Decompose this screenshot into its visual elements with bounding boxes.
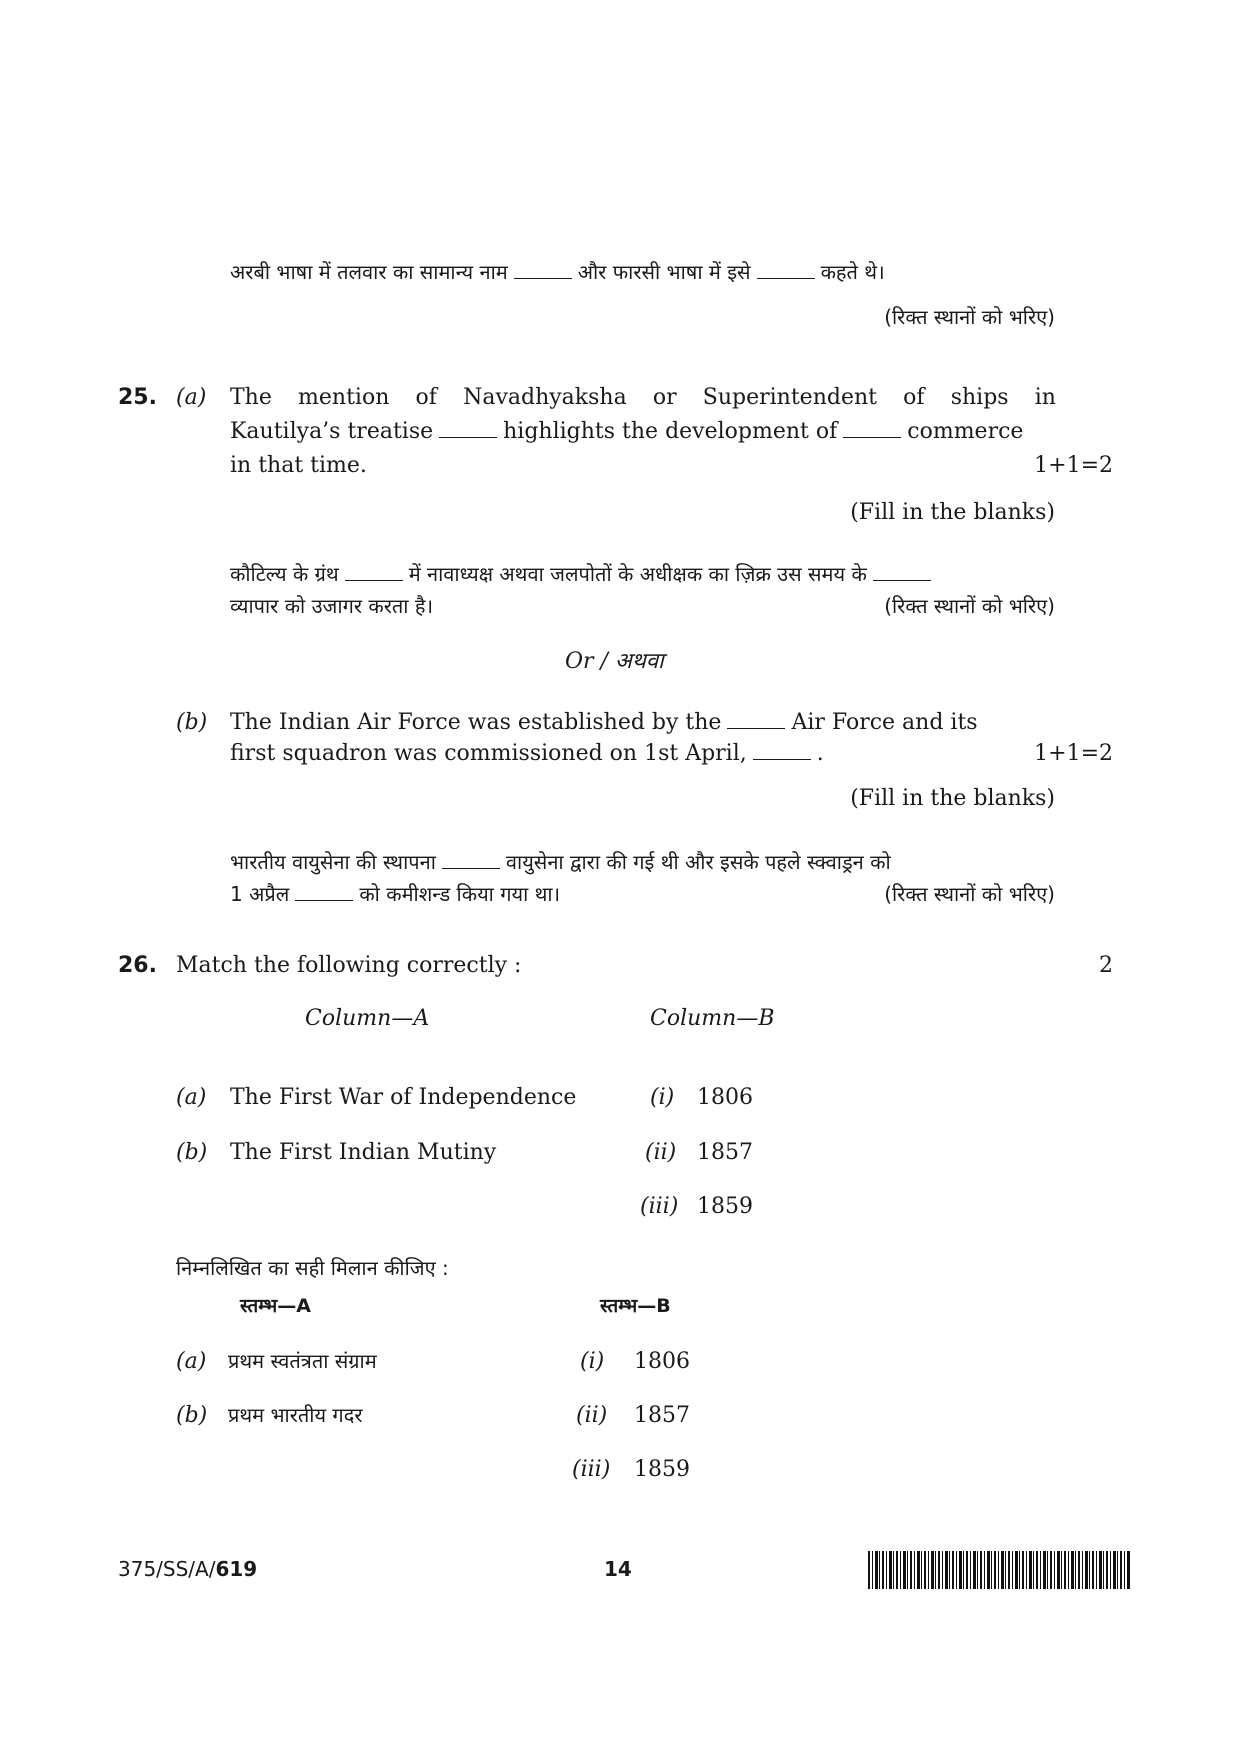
match-label: (iii) xyxy=(640,1194,679,1219)
word: Navadhyaksha xyxy=(463,385,627,410)
column-a-heading: Column—A xyxy=(305,1006,430,1031)
question-number: 26. xyxy=(118,953,157,978)
marks: 2 xyxy=(1099,953,1113,978)
q24-hindi-text-a: अरबी भाषा में तलवार का सामान्य नाम xyxy=(230,260,508,284)
q24-hindi-instruction: (रिक्त स्थानों को भरिए) xyxy=(884,305,1055,329)
match-label: (b) xyxy=(176,1403,208,1428)
q25b-hindi-text: को कमीशन्ड किया गया था। xyxy=(359,882,561,906)
hindi-match-item-b: 1857 xyxy=(634,1403,690,1428)
word: mention xyxy=(298,385,390,410)
q25a-hindi-line2: व्यापार को उजागर करता है। xyxy=(230,594,434,618)
paper-code-prefix: 375/SS/A/ xyxy=(118,1557,216,1581)
word: ships xyxy=(950,385,1009,410)
page-number: 14 xyxy=(604,1557,632,1581)
q25b-line1 xyxy=(230,710,978,735)
blank xyxy=(295,882,353,901)
match-item-a: The First Indian Mutiny xyxy=(230,1140,497,1165)
match-label: (ii) xyxy=(576,1403,608,1428)
q24-hindi-text-c: कहते थे। xyxy=(820,260,885,284)
blank xyxy=(843,419,901,438)
blank xyxy=(873,562,931,581)
match-label: (b) xyxy=(176,1140,208,1165)
q25b-text: The Indian Air Force was established by the xyxy=(230,710,722,735)
match-item-a: The First War of Independence xyxy=(230,1085,577,1110)
barcode xyxy=(868,1551,1130,1589)
match-item-b: 1857 xyxy=(697,1140,753,1165)
q25b-text: . xyxy=(816,741,824,766)
hindi-match-item-b: 1806 xyxy=(634,1349,690,1374)
q24-hindi-line1 xyxy=(230,258,885,285)
match-label: (a) xyxy=(176,1349,207,1374)
q25a-text: Kautilya’s treatise xyxy=(230,419,434,444)
match-label: (iii) xyxy=(572,1457,611,1482)
q26-hindi-prompt: निम्नलिखित का सही मिलान कीजिए : xyxy=(176,1256,449,1280)
paper-code xyxy=(118,1557,257,1581)
q24-hindi-text-b: और फारसी भाषा में इसे xyxy=(577,260,751,284)
blank xyxy=(439,419,497,438)
q25a-text: commerce xyxy=(907,419,1024,444)
q25b-hindi-line2 xyxy=(230,880,560,907)
match-item-b: 1859 xyxy=(697,1194,753,1219)
q25b-text: Air Force and its xyxy=(791,710,978,735)
q25b-hindi-text: वायुसेना द्वारा की गई थी और इसके पहले स्क्वाड्रन को xyxy=(505,850,891,874)
hindi-column-a-heading: स्तम्भ—A xyxy=(240,1295,311,1317)
match-label: (i) xyxy=(650,1085,675,1110)
q25a-hindi-text: कौटिल्य के ग्रंथ xyxy=(230,562,339,586)
word: The xyxy=(230,385,272,410)
q25a-hindi-instruction: (रिक्त स्थानों को भरिए) xyxy=(884,594,1055,618)
q25a-line2 xyxy=(230,419,1023,444)
match-item-b: 1806 xyxy=(697,1085,753,1110)
hindi-match-item-a: प्रथम भारतीय गदर xyxy=(228,1403,363,1427)
q25a-line1 xyxy=(230,385,1056,410)
hindi-match-item-b: 1859 xyxy=(634,1457,690,1482)
q25a-hindi-line1 xyxy=(230,560,1056,587)
match-label: (ii) xyxy=(645,1140,677,1165)
word: of xyxy=(415,385,437,410)
hindi-match-item-a: प्रथम स्वतंत्रता संग्राम xyxy=(228,1349,377,1373)
blank xyxy=(753,741,811,760)
blank xyxy=(442,850,500,869)
word: in xyxy=(1034,385,1056,410)
fill-instruction: (Fill in the blanks) xyxy=(850,786,1055,811)
paper-code-number: 619 xyxy=(215,1557,258,1581)
match-label: (a) xyxy=(176,1085,207,1110)
word: or xyxy=(652,385,677,410)
word: Superintendent xyxy=(702,385,877,410)
q25b-hindi-instruction: (रिक्त स्थानों को भरिए) xyxy=(884,882,1055,906)
blank xyxy=(727,710,785,729)
q26-prompt: Match the following correctly : xyxy=(176,953,522,978)
q25b-line2 xyxy=(230,741,824,766)
part-label-b: (b) xyxy=(176,710,208,735)
column-b-heading: Column—B xyxy=(650,1006,775,1031)
q25b-text: first squadron was commissioned on 1st April, xyxy=(230,741,747,766)
or-separator: Or / अथवा xyxy=(565,649,664,674)
q25a-line3: in that time. xyxy=(230,453,367,478)
q25b-hindi-text: 1 अप्रैल xyxy=(230,882,290,906)
blank xyxy=(514,260,572,279)
blank xyxy=(757,260,815,279)
blank xyxy=(345,562,403,581)
part-label-a: (a) xyxy=(176,385,207,410)
match-label: (i) xyxy=(580,1349,605,1374)
q25b-hindi-line1 xyxy=(230,848,891,875)
q25b-hindi-text: भारतीय वायुसेना की स्थापना xyxy=(230,850,436,874)
word: of xyxy=(903,385,925,410)
q25a-text: highlights the development of xyxy=(503,419,838,444)
marks: 1+1=2 xyxy=(1034,741,1113,766)
fill-instruction: (Fill in the blanks) xyxy=(850,500,1055,525)
q25a-hindi-text: में नावाध्यक्ष अथवा जलपोतों के अधीक्षक का ज़िक्र उस समय के xyxy=(408,562,867,586)
hindi-column-b-heading: स्तम्भ—B xyxy=(600,1295,671,1317)
marks: 1+1=2 xyxy=(1034,453,1113,478)
question-number: 25. xyxy=(118,385,157,410)
